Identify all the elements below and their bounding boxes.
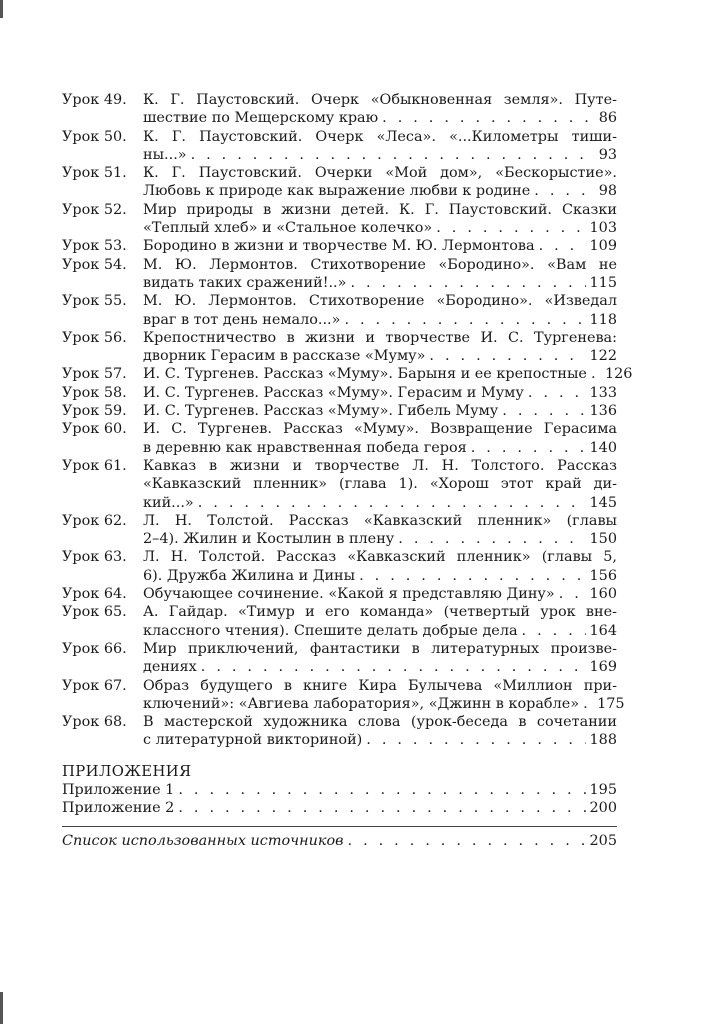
lesson-number: Урок 59. [62, 403, 127, 420]
lesson-title-line: И. С. Тургенев. Рассказ «Муму». Герасим и Муму [143, 384, 524, 401]
lesson-number: Урок 62. [62, 512, 127, 529]
lesson-title-block [143, 548, 617, 585]
dot-leader [471, 439, 586, 457]
lesson-title-last-line [143, 311, 617, 329]
toc-entry-lesson[interactable] [62, 713, 617, 750]
lesson-title-block [143, 585, 617, 603]
lesson-title-line: с литературной викториной) [143, 732, 363, 749]
lesson-title-block [143, 201, 617, 238]
lesson-title-last-line [143, 695, 625, 713]
lesson-title-block [143, 164, 617, 201]
toc-entry-lesson[interactable] [62, 512, 617, 549]
dot-leader [350, 274, 585, 292]
lesson-title-line: И. С. Тургенев. Рассказ «Муму». Гибель Муму [143, 403, 499, 420]
lesson-title-last-line [143, 384, 617, 402]
toc-entry-appendix-1[interactable] [62, 781, 617, 799]
lesson-title-block [143, 457, 617, 512]
lesson-number: Урок 54. [62, 256, 127, 273]
lesson-title-last-line [143, 731, 617, 749]
toc-entry-lesson[interactable] [62, 256, 617, 293]
toc-entry-lesson[interactable] [62, 420, 617, 457]
lesson-title-block [143, 329, 617, 366]
page-number: 140 [589, 439, 617, 456]
lesson-number: Урок 66. [62, 640, 127, 657]
lesson-title-last-line [143, 109, 617, 127]
lesson-title-last-line [143, 402, 617, 420]
lesson-title-line: Обучающее сочинение. «Какой я представляю Дину» [143, 586, 555, 603]
dot-leader [201, 658, 586, 676]
page-number: 103 [589, 220, 617, 237]
lesson-title-line: К. Г. Паустовский. Очерки «Мой дом», «Бескорыстие». [143, 165, 617, 182]
lesson-title-last-line [143, 182, 617, 200]
page-number: 195 [589, 781, 617, 798]
dot-leader [591, 365, 601, 383]
lesson-title-block [143, 237, 617, 255]
lesson-title-line: классного чтения). Спешите делать добрые дела [143, 622, 518, 639]
lesson-title-block [143, 603, 617, 640]
entry-title: Приложение 2 [62, 800, 175, 817]
lesson-title-block [143, 384, 617, 402]
lesson-title-line: В мастерской художника слова (урок-беседа в сочетании [143, 714, 617, 731]
toc-entry-lesson[interactable] [62, 402, 617, 420]
lesson-title-last-line [143, 219, 617, 237]
page-number: 169 [589, 659, 617, 676]
lesson-title-last-line [143, 347, 617, 365]
lesson-number: Урок 57. [62, 366, 127, 383]
lesson-number: Урок 65. [62, 604, 127, 621]
lesson-title-block [143, 365, 633, 383]
lesson-number: Урок 64. [62, 586, 127, 603]
lesson-title-line: в деревню как нравственная победа героя [143, 439, 467, 456]
page-edge-mark-top [0, 0, 3, 18]
lesson-title-last-line [143, 585, 617, 603]
page-number: 175 [597, 695, 625, 712]
page-number: 118 [589, 311, 617, 328]
lesson-number: Урок 49. [62, 92, 127, 108]
page-number: 86 [598, 110, 617, 127]
lesson-number: Урок 63. [62, 549, 127, 566]
page-number: 115 [589, 274, 617, 291]
toc-entry-lesson[interactable] [62, 677, 625, 714]
lesson-title-line: Кавказ в жизни и творчестве Л. Н. Толстого. Рассказ [143, 457, 617, 474]
lesson-title-last-line [143, 146, 617, 164]
page-number: 188 [589, 732, 617, 749]
dot-leader [436, 219, 585, 237]
toc-entry-lesson[interactable] [62, 237, 617, 255]
lesson-title-last-line [143, 567, 617, 585]
lesson-title-line: Л. Н. Толстой. Рассказ «Кавказский пленник» (главы [143, 512, 617, 529]
lesson-number: Урок 56. [62, 329, 127, 346]
toc-entry-lesson[interactable] [62, 292, 617, 329]
lesson-title-last-line [143, 274, 617, 292]
lesson-title-block [143, 128, 617, 165]
lesson-number: Урок 50. [62, 128, 127, 145]
lesson-title-line: 2–4). Жилин и Костылин в плену [143, 531, 395, 548]
page-number: 205 [589, 832, 617, 849]
dot-leader [198, 494, 586, 512]
entry-title: Приложение 1 [62, 781, 175, 798]
lesson-title-block [143, 512, 617, 549]
lesson-title-line: К. Г. Паустовский. Очерк «Леса». «...Километры тиши- [143, 128, 617, 145]
lesson-number: Урок 60. [62, 421, 127, 438]
dot-leader [348, 832, 586, 850]
lesson-title-block [143, 713, 617, 750]
lesson-title-line: ключений»: «Авгиева лаборатория», «Джинн в корабле» [143, 695, 580, 712]
dot-leader [178, 799, 585, 817]
lesson-title-last-line [143, 530, 617, 548]
lesson-title-line: 6). Дружба Жилина и Дины [143, 567, 356, 584]
lesson-title-line: ны...» [143, 146, 187, 163]
page-number: 109 [589, 238, 617, 255]
page-number: 122 [589, 348, 617, 365]
page-number: 150 [589, 531, 617, 548]
lesson-number: Урок 53. [62, 238, 127, 255]
dot-leader [382, 109, 591, 127]
lesson-title-last-line [143, 439, 617, 457]
page-edge-mark-bottom [0, 992, 3, 1024]
dot-leader [559, 585, 586, 603]
lesson-title-block [143, 402, 617, 420]
toc-entry-lesson[interactable] [62, 128, 617, 165]
lesson-title-line: М. Ю. Лермонтов. Стихотворение «Бородино». «Вам не [143, 256, 617, 273]
lesson-title-line: Мир природы в жизни детей. К. Г. Паустовский. Сказки [143, 201, 617, 218]
page-number: 136 [589, 403, 617, 420]
lesson-number: Урок 55. [62, 293, 127, 310]
lesson-title-last-line [143, 622, 617, 640]
lesson-title-line: М. Ю. Лермонтов. Стихотворение «Бородино». «Изведал [143, 293, 617, 310]
dot-leader [539, 237, 586, 255]
lesson-title-line: И. С. Тургенев. Рассказ «Муму». Возвращение Герасима [143, 421, 617, 438]
dot-leader [522, 622, 586, 640]
lesson-title-last-line [143, 365, 633, 383]
dot-leader [534, 182, 591, 200]
page-number: 98 [598, 183, 617, 200]
dot-leader [502, 402, 585, 420]
page-number: 145 [589, 494, 617, 511]
lesson-number: Урок 61. [62, 457, 127, 474]
lesson-title-line: Л. Н. Толстой. Рассказ «Кавказский пленник» (главы 5, [143, 549, 617, 566]
appendix-section-title: ПРИЛОЖЕНИЯ [62, 762, 192, 780]
dot-leader [583, 695, 593, 713]
dot-leader [359, 567, 585, 585]
toc-entry-lesson[interactable] [62, 164, 617, 201]
page-number: 156 [589, 567, 617, 584]
lesson-number: Урок 52. [62, 201, 127, 218]
lesson-title-line: видать таких сражений!..» [143, 274, 347, 291]
dot-leader [366, 731, 585, 749]
lesson-title-line: «Теплый хлеб» и «Стальное колечко» [143, 220, 433, 237]
lesson-title-line: «Кавказский пленник» (глава 1). «Хорош этот край ди- [143, 476, 617, 493]
lesson-title-last-line [143, 237, 617, 255]
lesson-number: Урок 51. [62, 165, 127, 182]
appendix-list [62, 781, 617, 818]
section-divider [62, 826, 617, 827]
lesson-title-last-line [143, 658, 617, 676]
lesson-title-line: враг в тот день немало...» [143, 311, 341, 328]
dot-leader [398, 530, 585, 548]
lesson-title-line: Мир приключений, фантастики в литературных произве- [143, 640, 617, 657]
lesson-list [62, 91, 633, 750]
dot-leader [344, 311, 585, 329]
lesson-title-line: Любовь к природе как выражение любви к родине [143, 183, 531, 200]
page-number: 133 [589, 384, 617, 401]
lesson-title-line: Бородино в жизни и творчестве М. Ю. Лермонтова [143, 238, 535, 255]
toc-entry-lesson[interactable] [62, 603, 617, 640]
lesson-number: Урок 67. [62, 677, 127, 694]
lesson-title-line: дениях [143, 659, 197, 676]
page-number: 93 [598, 146, 617, 163]
table-of-contents [62, 91, 633, 850]
page-number: 160 [589, 586, 617, 603]
toc-entry-lesson[interactable] [62, 384, 617, 402]
toc-entry-lesson[interactable] [62, 585, 617, 603]
dot-leader [191, 146, 591, 164]
lesson-title-line: Образ будущего в книге Кира Булычева «Миллион при- [143, 677, 617, 694]
toc-entry-appendix-2[interactable] [62, 799, 617, 817]
lesson-title-block [143, 292, 617, 329]
toc-entry-lesson[interactable] [62, 365, 633, 383]
lesson-title-block [143, 677, 625, 714]
dot-leader [528, 384, 586, 402]
lesson-title-block [143, 256, 617, 293]
dot-leader [178, 781, 585, 799]
entry-title: Список использованных источников [62, 832, 344, 849]
lesson-title-line: дворник Герасим в рассказе «Муму» [143, 348, 426, 365]
lesson-title-line: К. Г. Паустовский. Очерк «Обыкновенная земля». Путе- [143, 92, 617, 108]
lesson-title-block [143, 420, 617, 457]
lesson-title-block [143, 640, 617, 677]
page-number: 164 [589, 622, 617, 639]
lesson-title-block [143, 91, 617, 128]
dot-leader [429, 347, 585, 365]
lesson-title-line: И. С. Тургенев. Рассказ «Муму». Барыня и ее крепостные [143, 366, 587, 383]
toc-entry-lesson[interactable] [62, 91, 617, 128]
lesson-title-line: А. Гайдар. «Тимур и его команда» (четвертый урок вне- [143, 604, 617, 621]
toc-entry-lesson[interactable] [62, 201, 617, 238]
lesson-title-line: шествие по Мещерскому краю [143, 110, 379, 127]
toc-entry-lesson[interactable] [62, 329, 617, 366]
toc-entry-lesson[interactable] [62, 457, 617, 512]
lesson-number: Урок 68. [62, 714, 127, 731]
lesson-title-last-line [143, 494, 617, 512]
toc-entry-lesson[interactable] [62, 640, 617, 677]
toc-entry-lesson[interactable] [62, 548, 617, 585]
lesson-title-line: Крепостничество в жизни и творчестве И. С. Тургенева: [143, 329, 617, 346]
page-number: 126 [604, 366, 633, 383]
page-number: 200 [589, 800, 617, 817]
lesson-title-line: кий...» [143, 494, 194, 511]
toc-entry-sources[interactable] [62, 832, 617, 850]
lesson-number: Урок 58. [62, 384, 127, 401]
